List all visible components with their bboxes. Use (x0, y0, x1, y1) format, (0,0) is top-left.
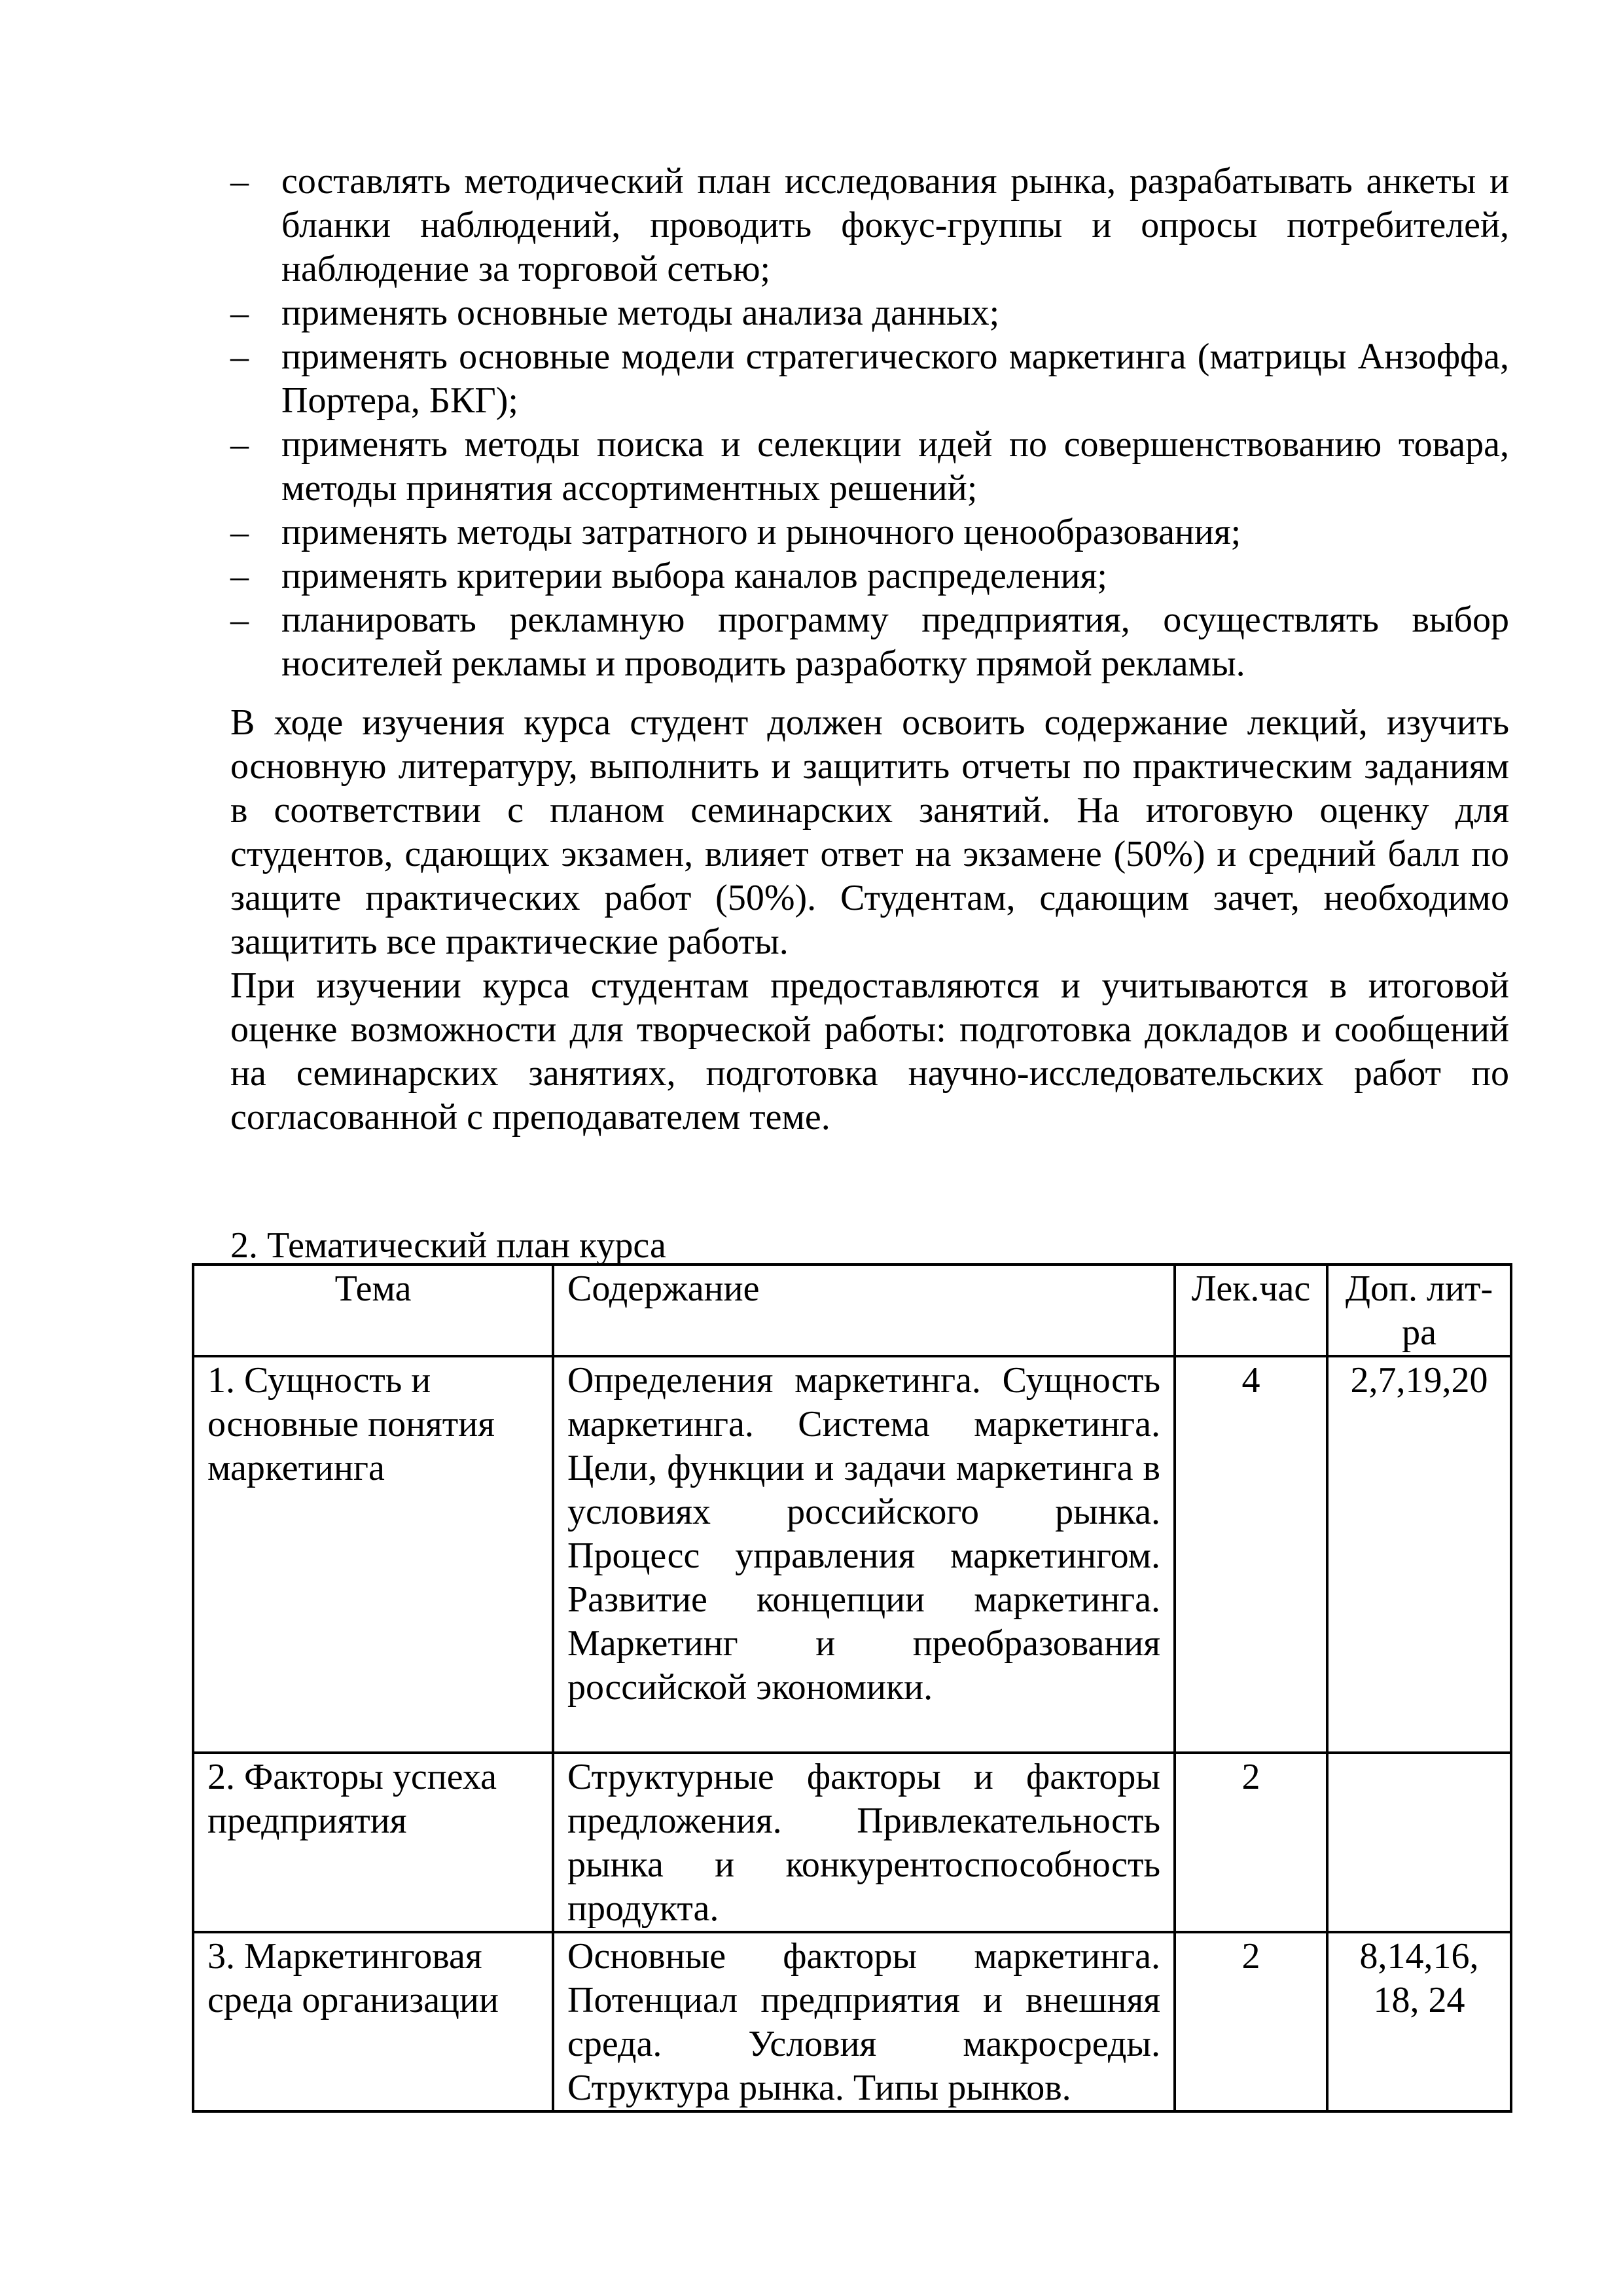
course-requirements-paragraph: В ходе изучения курса студент должен освоить содержание лекций, изучить основную литературу, выполнить и защитить отчеты по практическим заданиям в соответствии с планом семинарских занятий. На итоговую оценку для студентов, сдающих экзамен, влияет ответ на экзамене (50%) и средний балл по защите практических работ (50%). Студентам, сдающим зачет, необходимо защитить все практические работы. (230, 702, 1509, 962)
bullet-dash: – (230, 512, 249, 552)
header-content: Содержание (553, 1265, 1175, 1356)
bullet-dash: – (230, 424, 249, 465)
bullet-dash: – (230, 161, 249, 202)
list-item (230, 160, 1509, 291)
list-item (230, 291, 1509, 335)
list-item (230, 511, 1509, 554)
cell-hours: 4 (1175, 1356, 1327, 1753)
cell-hours: 2 (1175, 1753, 1327, 1932)
header-literature: Доп. лит-ра (1327, 1265, 1511, 1356)
bullet-dash: – (230, 293, 249, 333)
list-item-text: применять методы поиска и селекции идей по совершенствованию товара, методы принятия ассортиментных решений; (281, 424, 1509, 509)
list-item (230, 554, 1509, 598)
list-item-text: применять методы затратного и рыночного ценообразования; (281, 512, 1241, 552)
header-hours: Лек.час (1175, 1265, 1327, 1356)
cell-literature: 8,14,16, 18, 24 (1327, 1932, 1511, 2111)
list-item-text: применять основные методы анализа данных; (281, 293, 1000, 333)
cell-literature: 2,7,19,20 (1327, 1356, 1511, 1753)
list-item (230, 423, 1509, 511)
table-header-row (193, 1265, 1511, 1356)
list-item-text: составлять методический план исследования рынка, разрабатывать анкеты и бланки наблюдений, проводить фокус-группы и опросы потребителей, наблюдение за торговой сетью; (281, 161, 1509, 289)
section-title: 2. Тематический план курса (230, 1225, 666, 1266)
cell-hours: 2 (1175, 1932, 1327, 2111)
table-row (193, 1753, 1511, 1932)
header-topic: Тема (193, 1265, 553, 1356)
list-item (230, 335, 1509, 423)
cell-content: Структурные факторы и факторы предложения. Привлекательность рынка и конкурентоспособность продукта. (553, 1753, 1175, 1932)
list-item-text: применять критерии выбора каналов распределения; (281, 556, 1107, 596)
bullet-dash: – (230, 336, 249, 377)
cell-topic: 3. Маркетинговая среда организации (193, 1932, 553, 2111)
cell-content: Определения маркетинга. Сущность маркетинга. Система маркетинга. Цели, функции и задачи маркетинга в условиях российского рынка. Процесс управления маркетингом. Развитие концепции маркетинга. Маркетинг и преобразования российской экономики. (553, 1356, 1175, 1753)
skills-bullet-list (230, 160, 1509, 686)
bullet-dash: – (230, 600, 249, 640)
creative-work-paragraph: При изучении курса студентам предоставляются и учитываются в итоговой оценке возможности для творческой работы: подготовка докладов и сообщений на семинарских занятиях, подготовка научно-исследовательских работ по согласованной с преподавателем теме. (230, 965, 1509, 1138)
thematic-plan-table (192, 1263, 1512, 2113)
list-item-text: планировать рекламную программу предприятия, осуществлять выбор носителей рекламы и проводить разработку прямой рекламы. (281, 600, 1509, 684)
cell-topic: 1. Сущность и основные понятия маркетинга (193, 1356, 553, 1753)
cell-literature (1327, 1753, 1511, 1932)
cell-content: Основные факторы маркетинга. Потенциал предприятия и внешняя среда. Условия макросреды. Структура рынка. Типы рынков. (553, 1932, 1175, 2111)
cell-topic: 2. Факторы успеха предприятия (193, 1753, 553, 1932)
table-row (193, 1356, 1511, 1753)
table-row (193, 1932, 1511, 2111)
bullet-dash: – (230, 556, 249, 596)
list-item-text: применять основные модели стратегического маркетинга (матрицы Анзоффа, Портера, БКГ); (281, 336, 1509, 421)
list-item (230, 598, 1509, 686)
